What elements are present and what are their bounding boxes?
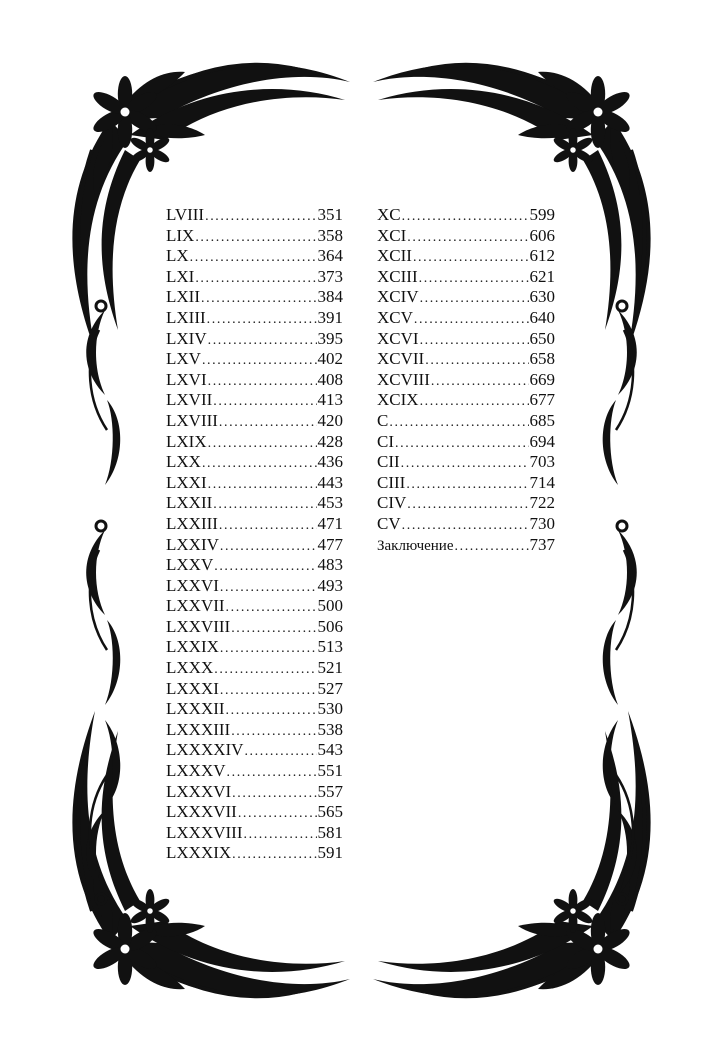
toc-entry-label: Заключение <box>377 537 454 554</box>
toc-entry-label: LXXXV <box>166 761 226 781</box>
dot-leader <box>243 825 316 846</box>
toc-entry-page: 500 <box>317 596 343 616</box>
dot-leader <box>227 763 317 784</box>
toc-entry-page: 640 <box>529 307 555 327</box>
toc-entry[interactable] <box>377 329 555 350</box>
toc-entry[interactable] <box>166 287 343 308</box>
dot-leader <box>219 516 317 537</box>
toc-entry-label: LXXX <box>166 658 214 678</box>
toc-entry-label: LXXIX <box>166 637 219 657</box>
toc-entry-label: LXVII <box>166 390 213 410</box>
toc-entry-page: 677 <box>529 390 555 410</box>
dot-leader <box>402 516 529 537</box>
toc-entry-label: LXIV <box>166 328 207 348</box>
toc-entry[interactable] <box>166 576 343 597</box>
toc-entry-label: LXXVII <box>166 596 225 616</box>
toc-entry-label: LXXII <box>166 493 213 513</box>
dot-leader <box>231 619 316 640</box>
toc-entry-label: LXXXIX <box>166 843 232 863</box>
dot-leader <box>213 495 316 516</box>
dot-leader <box>220 537 317 558</box>
toc-entry-page: 658 <box>529 349 555 369</box>
toc-entry-label: LXXVI <box>166 575 219 595</box>
dot-leader <box>208 372 317 393</box>
dot-leader <box>205 207 316 228</box>
toc-entry-label: LXIX <box>166 431 207 451</box>
toc-entry[interactable] <box>377 390 555 411</box>
toc-entry[interactable] <box>377 432 555 453</box>
dot-leader <box>226 598 317 619</box>
toc-entry[interactable] <box>377 535 555 556</box>
toc-entry[interactable] <box>377 473 555 494</box>
toc-entry-page: 420 <box>317 410 343 430</box>
toc-entry-label: LXXV <box>166 555 214 575</box>
dot-leader <box>214 557 316 578</box>
toc-entry-label: CI <box>377 431 394 451</box>
toc-entry-page: 402 <box>317 349 343 369</box>
toc-entry-page: 538 <box>317 719 343 739</box>
toc-entry-label: XCVII <box>377 349 425 369</box>
toc-entry-label: CII <box>377 452 400 472</box>
toc-entry[interactable] <box>166 843 343 864</box>
toc-entry[interactable] <box>377 452 555 473</box>
toc-entry-page: 543 <box>317 740 343 760</box>
dot-leader <box>190 248 317 269</box>
toc-entry-page: 530 <box>317 699 343 719</box>
toc-entry[interactable] <box>377 411 555 432</box>
toc-entry[interactable] <box>166 740 343 761</box>
toc-entry-label: C <box>377 410 389 430</box>
dot-leader <box>238 804 317 825</box>
toc-entry-page: 612 <box>529 246 555 266</box>
dot-leader <box>201 289 317 310</box>
toc-entry-label: LVIII <box>166 205 205 224</box>
toc-entry-label: XCVIII <box>377 369 430 389</box>
dot-leader <box>231 722 316 743</box>
dot-leader <box>420 331 529 352</box>
toc-entry[interactable] <box>166 782 343 803</box>
toc-entry-page: 581 <box>317 822 343 842</box>
toc-entry-page: 722 <box>529 493 555 513</box>
toc-entry[interactable] <box>377 349 555 370</box>
dot-leader <box>208 475 317 496</box>
dot-leader <box>406 475 528 496</box>
toc-entry-label: XCII <box>377 246 412 266</box>
toc-entry-page: 391 <box>317 307 343 327</box>
toc-entry-page: 527 <box>317 678 343 698</box>
dot-leader <box>220 578 317 599</box>
toc-entry[interactable] <box>166 699 343 720</box>
dot-leader <box>431 372 529 393</box>
toc-entry[interactable] <box>166 555 343 576</box>
toc-entry-page: 443 <box>317 472 343 492</box>
toc-column-right <box>377 205 555 555</box>
toc-entry-label: LXXXVII <box>166 802 237 822</box>
dot-leader <box>407 495 528 516</box>
toc-entry-page: 669 <box>529 369 555 389</box>
toc-entry-label: XCV <box>377 307 413 327</box>
dot-leader <box>207 310 317 331</box>
toc-entry[interactable] <box>166 617 343 638</box>
toc-entry[interactable] <box>166 535 343 556</box>
toc-entry-label: CV <box>377 513 401 533</box>
toc-entry-page: 703 <box>529 452 555 472</box>
toc-entry-label: LXXIV <box>166 534 219 554</box>
toc-entry-label: LXXXIII <box>166 719 231 739</box>
toc-entry[interactable] <box>166 802 343 823</box>
toc-entry-label: LXV <box>166 349 201 369</box>
toc-entry-label: LX <box>166 246 189 266</box>
toc-entry-page: 521 <box>317 658 343 678</box>
toc-entry-label: LXXVIII <box>166 616 231 636</box>
toc-entry[interactable] <box>166 823 343 844</box>
toc-entry[interactable] <box>166 432 343 453</box>
toc-entry[interactable] <box>377 370 555 391</box>
toc-entry-label: XCIV <box>377 287 419 307</box>
toc-entry-label: XCIII <box>377 266 418 286</box>
toc-entry-label: XCIX <box>377 390 419 410</box>
dot-leader <box>214 660 316 681</box>
dot-leader <box>195 269 316 290</box>
toc-entry[interactable] <box>166 329 343 350</box>
dot-leader <box>419 269 529 290</box>
toc-entry[interactable] <box>166 370 343 391</box>
toc-entry[interactable] <box>166 308 343 329</box>
toc-entry-page: 591 <box>317 843 343 863</box>
toc-entry-page: 730 <box>529 513 555 533</box>
toc-entry[interactable] <box>166 205 343 226</box>
toc-entry-page: 413 <box>317 390 343 410</box>
toc-entry-page: 606 <box>529 225 555 245</box>
dot-leader <box>213 392 316 413</box>
dot-leader <box>420 289 529 310</box>
toc-entry-label: LXXXVI <box>166 781 232 801</box>
toc-entry-label: LXXXII <box>166 699 225 719</box>
toc-entry[interactable] <box>166 761 343 782</box>
toc-entry[interactable] <box>166 246 343 267</box>
toc-entry-page: 351 <box>317 205 343 224</box>
toc-entry[interactable] <box>377 246 555 267</box>
toc-entry-page: 557 <box>317 781 343 801</box>
toc-entry-page: 551 <box>317 761 343 781</box>
toc-entry[interactable] <box>166 411 343 432</box>
toc-entry[interactable] <box>166 349 343 370</box>
dot-leader <box>413 248 529 269</box>
toc-entry-label: LXX <box>166 452 201 472</box>
toc-entry-page: 694 <box>529 431 555 451</box>
toc-entry-page: 477 <box>317 534 343 554</box>
toc-entry-label: CIII <box>377 472 406 492</box>
toc-entry-label: LXXIII <box>166 513 218 533</box>
toc-entry-page: 621 <box>529 266 555 286</box>
toc-entry-label: LXVI <box>166 369 207 389</box>
toc-entry-page: 453 <box>317 493 343 513</box>
dot-leader <box>407 228 528 249</box>
toc-entry[interactable] <box>166 452 343 473</box>
dot-leader <box>420 392 529 413</box>
toc-entry-page: 565 <box>317 802 343 822</box>
toc-entry-label: LXI <box>166 266 195 286</box>
toc-entry-page: 373 <box>317 266 343 286</box>
dot-leader <box>219 413 317 434</box>
toc-entry-page: 737 <box>529 534 555 554</box>
toc-entry-page: 364 <box>317 246 343 266</box>
dot-leader <box>202 454 317 475</box>
toc-entry-page: 650 <box>529 328 555 348</box>
toc-entry-label: LXXXVIII <box>166 822 243 842</box>
toc-entry-label: XCVI <box>377 328 419 348</box>
dot-leader <box>195 228 316 249</box>
toc-entry-label: LIX <box>166 225 195 245</box>
dot-leader <box>395 434 529 455</box>
dot-leader <box>244 742 316 763</box>
toc-entry-label: LXIII <box>166 307 206 327</box>
toc-entry[interactable] <box>377 205 555 226</box>
toc-column-left <box>166 205 343 864</box>
toc-entry[interactable] <box>166 493 343 514</box>
toc-entry[interactable] <box>377 287 555 308</box>
toc-entry-label: XCI <box>377 225 407 245</box>
toc-entry[interactable] <box>377 267 555 288</box>
dot-leader <box>220 639 317 660</box>
dot-leader <box>455 537 529 558</box>
dot-leader <box>402 207 529 228</box>
toc-entry[interactable] <box>377 226 555 247</box>
dot-leader <box>232 845 316 866</box>
dot-leader <box>208 331 317 352</box>
toc-entry[interactable] <box>166 267 343 288</box>
toc-entry-label: CIV <box>377 493 407 513</box>
toc-entry-page: 358 <box>317 225 343 245</box>
dot-leader <box>389 413 528 434</box>
toc-entry-label: XC <box>377 205 401 224</box>
toc-entry-page: 506 <box>317 616 343 636</box>
toc-entry-page: 599 <box>529 205 555 224</box>
toc-entry[interactable] <box>166 226 343 247</box>
dot-leader <box>414 310 529 331</box>
toc-entry[interactable] <box>166 514 343 535</box>
dot-leader <box>232 784 316 805</box>
toc-entry[interactable] <box>166 596 343 617</box>
toc-entry-page: 630 <box>529 287 555 307</box>
toc-entry-page: 408 <box>317 369 343 389</box>
toc-entry-label: LXXXI <box>166 678 219 698</box>
toc-entry[interactable] <box>377 308 555 329</box>
dot-leader <box>226 701 317 722</box>
toc-entry-page: 471 <box>317 513 343 533</box>
toc-entry[interactable] <box>166 390 343 411</box>
toc-entry-page: 395 <box>317 328 343 348</box>
toc-entry[interactable] <box>166 679 343 700</box>
toc-entry-label: LXVIII <box>166 410 218 430</box>
toc-entry-page: 483 <box>317 555 343 575</box>
toc-entry-page: 384 <box>317 287 343 307</box>
toc-entry-page: 428 <box>317 431 343 451</box>
dot-leader <box>202 351 317 372</box>
toc-entry-page: 714 <box>529 472 555 492</box>
toc-entry[interactable] <box>166 720 343 741</box>
toc-entry-page: 493 <box>317 575 343 595</box>
dot-leader <box>425 351 528 372</box>
toc-entry-label: LXXI <box>166 472 207 492</box>
dot-leader <box>220 681 317 702</box>
toc-entry[interactable] <box>377 514 555 535</box>
toc-entry[interactable] <box>166 637 343 658</box>
toc-entry-page: 513 <box>317 637 343 657</box>
toc-entry-label: LXXXXIV <box>166 740 244 760</box>
toc-entry-page: 436 <box>317 452 343 472</box>
dot-leader <box>401 454 529 475</box>
toc-entry-page: 685 <box>529 410 555 430</box>
toc-entry-label: LXII <box>166 287 200 307</box>
toc-entry[interactable] <box>166 473 343 494</box>
dot-leader <box>208 434 317 455</box>
toc-entry[interactable] <box>377 493 555 514</box>
toc-entry[interactable] <box>166 658 343 679</box>
